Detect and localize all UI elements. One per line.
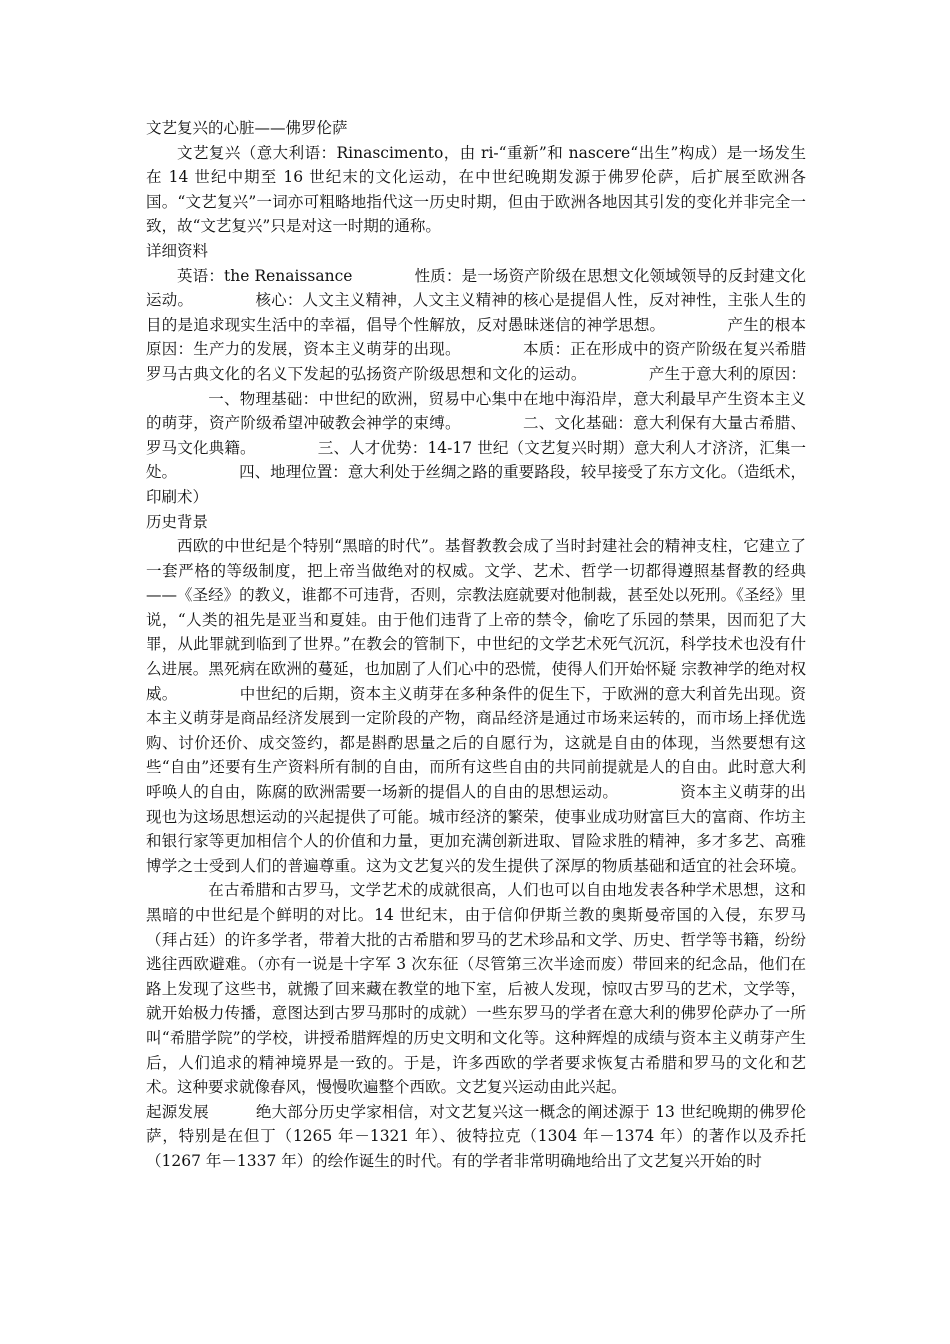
background-text-4: 在古希腊和古罗马，文学艺术的成就很高，人们也可以自由地发表各种学术思想，这和黑暗的中世纪是个鲜明的对比。 (146, 881, 806, 924)
background-text-3: 资本主义萌芽的出现也为这场思想运动的兴起提供了可能。城市经济的繁荣，使事业成功财富巨大的富商、作坊主和银行家等更加相信个人的价值和力量，更加充满创新进取、冒险求胜的精神，多才多艺、高雅博学之士受到人们的普遍尊重。这为文艺复兴的发生提供了深厚的物质基础和适宜的社会环境。 (146, 783, 806, 875)
detail-item: 一、物理基础：中世纪的欧洲，贸易中心集中在地中海沿岸，意大利最早产生资本主义的萌芽，资产阶级希望冲破教会神学的束缚。 (146, 389, 806, 433)
detail-item: 性质：是一场资产阶级在思想文化领域领导的反封建文化运动。 (146, 266, 806, 310)
section-heading-origin: 起源发展 (146, 1102, 210, 1121)
details-paragraph (146, 264, 806, 510)
detail-item: 产生的根本原因：生产力的发展，资本主义萌芽的出现。 (146, 315, 806, 359)
background-text-1: 西欧的中世纪是个特别“黑暗的时代”。基督教教会成了当时封建社会的精神支柱，它建立了一套严格的等级制度，把上帝当做绝对的权威。文学、艺术、哲学一切都得遵照基督教的经典——《圣经》的教义，谁都不可违背，否则，宗教法庭就要对他制裁，甚至处以死刑。《圣经》里说，“人类的祖先是亚当和夏娃。由于他们违背了上帝的禁令，偷吃了乐园的禁果，因而犯了大罪，从此罪就到临到了世界。”在教会的管制下，中世纪的文学艺术死气沉沉，科学技术也没有什么进展。黑死病在欧洲的蔓延，也加剧了人们心中的恐慌，使得人们开始怀疑 宗教神学的绝对权威。 (146, 537, 806, 703)
detail-item: 二、文化基础：意大利保有大量古希腊、罗马文化典籍。 (146, 414, 806, 457)
background-text-5: 14 世纪末，由于信仰伊斯兰教的奥斯曼帝国的入侵，东罗马（拜占廷）的许多学者，带着大批的古希腊和罗马的艺术珍品和文学、历史、哲学等书籍，纷纷逃往西欧避难。（亦有一说是十字军 3 次东征（尽管第三次半途而废）带回来的纪念品，他们在路上发现了这些书，就搬了回来藏在教堂的地下室，后被人发现，惊叹古罗马的艺术，文学等，就开始极力传播，意图达到古罗马那时的成就）一些东罗马的学者在意大利的佛罗伦萨办了一所叫“希腊学院”的学校，讲授希腊辉煌的历史文明和文化等。这种辉煌的成绩与资本主义萌芽产生后，人们追求的精神境界是一致的。于是，许多西欧的学者要求恢复古希腊和罗马的文化和艺术。这种要求就像春风，慢慢吹遍整个西欧。文艺复兴运动由此兴起。 (146, 906, 806, 1097)
detail-item: 核心：人文主义精神，人文主义精神的核心是提倡人性，反对神性，主张人生的目的是追求现实生活中的幸福，倡导个性解放，反对愚昧迷信的神学思想。 (146, 291, 806, 334)
detail-item: 英语：the Renaissance (177, 266, 353, 285)
detail-item: 本质：正在形成中的资产阶级在复兴希腊罗马古典文化的名义下发起的弘扬资产阶级思想和文化的运动。 (146, 340, 806, 383)
background-paragraph (146, 534, 806, 1100)
detail-item: 产生于意大利的原因： (648, 364, 806, 383)
origin-paragraph (146, 1100, 806, 1174)
document-title: 文艺复兴的心脏——佛罗伦萨 (146, 119, 348, 137)
document-page (146, 116, 806, 1174)
origin-text-1: 绝大部分历史学家相信，对文艺复兴这一概念的阐述源于 13 世纪晚期的佛罗伦萨，特别是在但丁（1265 年－1321 年）、彼特拉克（1304 年－1374 年）的著作以及乔托（1267 年－1337 年）的绘作诞生的时代。有的学者非常明确地给出了文艺复兴开始的时 (146, 1102, 806, 1170)
section-heading-details: 详细资料 (146, 241, 209, 260)
background-text-2: 中世纪的后期，资本主义萌芽在多种条件的促生下，于欧洲的意大利首先出现。资本主义萌芽是商品经济发展到一定阶段的产物，商品经济是通过市场来运转的，而市场上择优选购、讨价还价、成交签约，都是斟酌思量之后的自愿行为，这就是自由的体现，当然要想有这些“自由”还要有生产资料所有制的自由，而所有这些自由的共同前提就是人的自由。此时意大利呼唤人的自由，陈腐的欧洲需要一场新的提倡人的自由的思想运动。 (146, 684, 806, 802)
detail-item: 四、地理位置：意大利处于丝绸之路的重要路段，较早接受了东方文化。（造纸术，印刷术） (146, 463, 806, 506)
intro-paragraph: 文艺复兴（意大利语：Rinascimento，由 ri-“重新”和 nascere“出生”构成）是一场发生在 14 世纪中期至 16 世纪末的文化运动，在中世纪晚期发源于佛罗伦萨，后扩展至欧洲各国。“文艺复兴”一词亦可粗略地指代这一历史时期，但由于欧洲各地因其引发的变化并非完全一致，故“文艺复兴”只是对这一时期的通称。 (146, 143, 806, 236)
detail-item: 三、人才优势：14-17 世纪（文艺复兴时期）意大利人才济济，汇集一处。 (146, 438, 806, 482)
section-heading-background: 历史背景 (146, 512, 209, 531)
